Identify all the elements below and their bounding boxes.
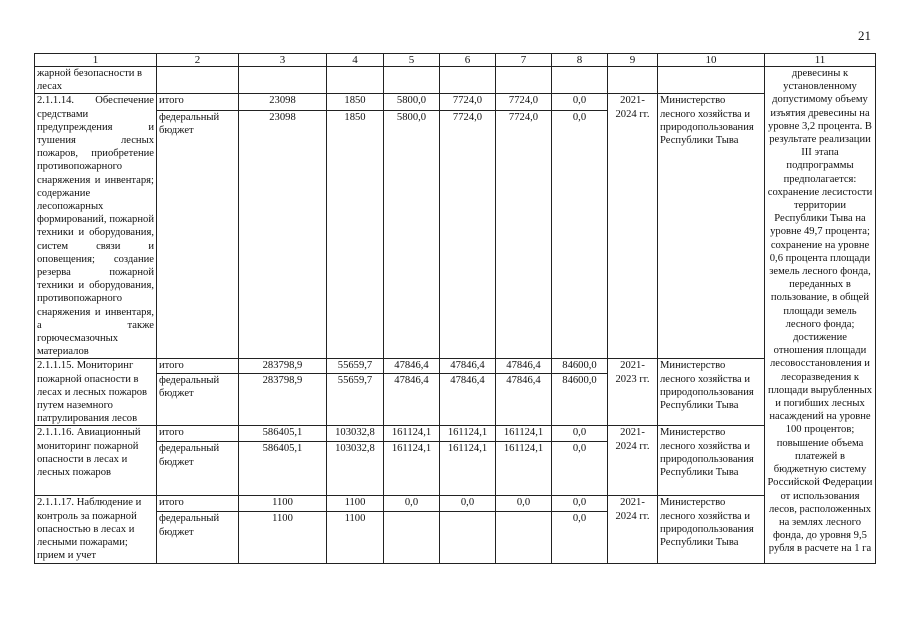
table-row <box>35 496 876 512</box>
table-cell: 0,0 <box>496 496 552 512</box>
column-header: 9 <box>608 54 658 67</box>
program-table <box>34 53 876 564</box>
period: 2021-2024 гг. <box>608 426 658 496</box>
table-cell: 23098 <box>239 111 327 359</box>
table-cell: 55659,7 <box>327 359 384 373</box>
table-row <box>35 94 876 111</box>
column-header: 2 <box>157 54 239 67</box>
expected-results: древесины к установленному допустимому объему изъятия древесины на уровне 3,2 процента. В результате реализации III этапа подпрограммы предполагается: сохранение лесистости территории Республики Тыва на уровне 49,7 процента; сохранение на уровне 0,6 процента площади земель лесного фонда, переданных в пользование, в общей площади земель лесного фонда; достижение отношения площади лесовосстановления и лесоразведения к площади вырубленных и погибших лесных насаждений на уровне 100 процентов; повышение объема платежей в бюджетную систему Российской Федерации от использования лесов, расположенных на землях лесного фонда, до уровня 9,5 рубля в расчете на 1 га <box>765 67 876 564</box>
column-header: 1 <box>35 54 157 67</box>
funding-source: федеральный бюджет <box>157 373 239 426</box>
column-header: 5 <box>384 54 440 67</box>
column-number-row <box>35 54 876 67</box>
table-cell <box>496 512 552 564</box>
column-header: 10 <box>658 54 765 67</box>
table-cell: 161124,1 <box>384 426 440 442</box>
table-cell: 161124,1 <box>440 426 496 442</box>
executor: Министерство лесного хозяйства и природопользования Республики Тыва <box>658 359 765 426</box>
table-cell: 161124,1 <box>496 442 552 496</box>
table-cell: 47846,4 <box>384 359 440 373</box>
table-cell: 103032,8 <box>327 442 384 496</box>
table-cell: 1850 <box>327 94 384 111</box>
table-cell: 0,0 <box>552 426 608 442</box>
table-cell: 1100 <box>239 496 327 512</box>
table-cell: 84600,0 <box>552 373 608 426</box>
table-cell: 55659,7 <box>327 373 384 426</box>
column-header: 6 <box>440 54 496 67</box>
table-cell: 1100 <box>327 496 384 512</box>
table-row <box>35 359 876 373</box>
column-header: 7 <box>496 54 552 67</box>
table-cell: 0,0 <box>552 94 608 111</box>
table-cell: 23098 <box>239 94 327 111</box>
table-cell: 5800,0 <box>384 111 440 359</box>
table-cell: 1100 <box>239 512 327 564</box>
table-cell: 586405,1 <box>239 426 327 442</box>
table-cell: 47846,4 <box>496 373 552 426</box>
table-cell <box>384 512 440 564</box>
measure-name: 2.1.1.14. Обеспечение средствами предупреждения и тушения лесных пожаров, приобретение противопожарного снаряжения и инвентаря; содержание лесопожарных формирований, пожарной техники и оборудования, систем связи и оповещения; создание резерва пожарной техники и оборудования, противопожарного снаряжения и инвентаря, а также горючесмазочных материалов <box>35 94 157 359</box>
table-cell: 47846,4 <box>496 359 552 373</box>
table-cell: 47846,4 <box>440 373 496 426</box>
table-cell: 161124,1 <box>384 442 440 496</box>
funding-source: федеральный бюджет <box>157 512 239 564</box>
column-header: 8 <box>552 54 608 67</box>
table-cell: 1850 <box>327 111 384 359</box>
table-cell: 0,0 <box>552 496 608 512</box>
measure-name: 2.1.1.16. Авиационный мониторинг пожарной опасности в лесах и лесных пожаров <box>35 426 157 496</box>
funding-source: федеральный бюджет <box>157 111 239 359</box>
period: 2021-2024 гг. <box>608 496 658 564</box>
table-cell: 0,0 <box>440 496 496 512</box>
table-cell: 0,0 <box>552 512 608 564</box>
page-number: 21 <box>858 28 871 43</box>
table-cell: 7724,0 <box>496 94 552 111</box>
table-cell: 161124,1 <box>496 426 552 442</box>
table-cell: 103032,8 <box>327 426 384 442</box>
column-header: 4 <box>327 54 384 67</box>
table-cell <box>440 512 496 564</box>
column-header: 3 <box>239 54 327 67</box>
funding-source: итого <box>157 94 239 111</box>
table-cell: 0,0 <box>384 496 440 512</box>
measure-name: 2.1.1.17. Наблюдение и контроль за пожарной опасностью в лесах и лесными пожарами; прием и учет <box>35 496 157 564</box>
table-cell: 586405,1 <box>239 442 327 496</box>
funding-source: итого <box>157 496 239 512</box>
table-cell: 0,0 <box>552 111 608 359</box>
table-cell: 84600,0 <box>552 359 608 373</box>
table-row <box>35 426 876 442</box>
executor: Министерство лесного хозяйства и природопользования Республики Тыва <box>658 426 765 496</box>
table-cell: 7724,0 <box>440 94 496 111</box>
table-cell: 161124,1 <box>440 442 496 496</box>
executor: Министерство лесного хозяйства и природопользования Республики Тыва <box>658 94 765 359</box>
funding-source: итого <box>157 426 239 442</box>
executor: Министерство лесного хозяйства и природопользования Республики Тыва <box>658 496 765 564</box>
table-cell: 47846,4 <box>440 359 496 373</box>
measure-name: жарной безопасности в лесах <box>35 67 157 94</box>
table-row <box>35 67 876 94</box>
table-cell: 0,0 <box>552 442 608 496</box>
column-header: 11 <box>765 54 876 67</box>
funding-source: федеральный бюджет <box>157 442 239 496</box>
measure-name: 2.1.1.15. Мониторинг пожарной опасности в лесах и лесных пожаров путем наземного патрулирования лесов <box>35 359 157 426</box>
table-cell: 283798,9 <box>239 373 327 426</box>
funding-source: итого <box>157 359 239 373</box>
table-cell: 5800,0 <box>384 94 440 111</box>
period: 2021-2024 гг. <box>608 94 658 359</box>
period: 2021-2023 гг. <box>608 359 658 426</box>
table-cell: 1100 <box>327 512 384 564</box>
table-cell: 283798,9 <box>239 359 327 373</box>
table-cell: 7724,0 <box>496 111 552 359</box>
table-cell: 7724,0 <box>440 111 496 359</box>
table-cell: 47846,4 <box>384 373 440 426</box>
